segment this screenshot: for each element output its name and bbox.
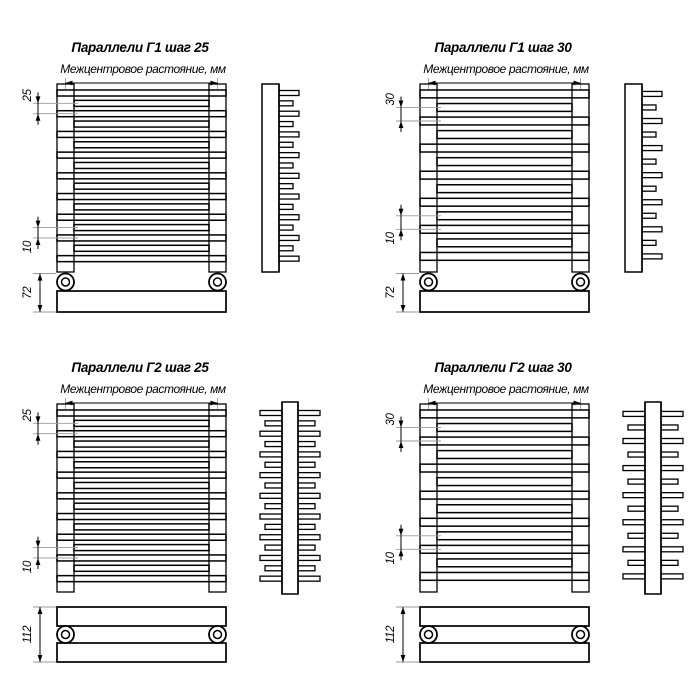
dimension-arrow: [38, 607, 43, 614]
step-dimension-label: 30: [385, 413, 398, 426]
gap-dimension: [385, 525, 441, 565]
gap-dimension-label: 10: [22, 560, 35, 574]
tube-end: [279, 163, 293, 168]
tube-end: [642, 91, 662, 96]
radiator-bar: [437, 212, 572, 220]
tube-end-left: [260, 473, 282, 478]
tube-end-right: [298, 535, 320, 540]
tube-end: [642, 119, 662, 124]
diagram-g2-step25: [0, 320, 345, 678]
collector-tube-bore: [425, 631, 433, 639]
dimension-arrow: [401, 607, 406, 614]
tube-end: [642, 132, 656, 137]
radiator-bar: [74, 121, 209, 127]
side-collector-tube: [625, 84, 642, 272]
depth-dimension: [22, 274, 56, 313]
tube-end-right: [298, 504, 315, 509]
tube-end-right: [661, 547, 683, 552]
radiator-bar: [74, 162, 209, 168]
bar-profile-front: [420, 607, 589, 626]
tube-end: [642, 254, 662, 259]
dimension-arrow: [211, 401, 218, 406]
tube-end-right: [298, 555, 320, 560]
tube-end-right: [298, 576, 320, 581]
radiator-bar: [57, 534, 226, 540]
depth-dimension-label: 72: [385, 286, 398, 299]
tube-end-left: [260, 452, 282, 457]
tube-end-right: [661, 439, 683, 444]
dimension-arrow: [401, 274, 406, 281]
center-distance-label: Межцентровое растояние, мм: [423, 382, 589, 396]
tube-end-right: [298, 431, 320, 436]
tube-end-left: [628, 533, 645, 538]
diagram-group: [385, 398, 683, 662]
dimension-arrow: [399, 529, 404, 536]
tube-end: [279, 246, 293, 251]
radiator-bar: [437, 478, 572, 486]
radiator-bar: [420, 545, 589, 553]
tube-end-right: [298, 421, 315, 426]
radiator-front-view: [57, 84, 226, 272]
tube-end-right: [661, 425, 678, 430]
tube-end-right: [298, 411, 320, 416]
depth-dimension-label: 112: [22, 625, 35, 644]
radiator-side-view: [262, 84, 299, 272]
diagram-group: [385, 78, 662, 312]
radiator-bar: [57, 514, 226, 520]
radiator-bar: [74, 524, 209, 530]
tube-end-left: [623, 411, 645, 416]
radiator-bar: [57, 472, 226, 478]
diagram-group: [22, 78, 299, 312]
tube-end: [642, 146, 662, 151]
tube-end: [279, 91, 299, 96]
tube-end-right: [661, 466, 683, 471]
tube-end-left: [265, 545, 282, 550]
center-distance-dimension: [429, 78, 581, 89]
dimension-arrow: [36, 541, 41, 548]
radiator-bar: [57, 410, 226, 416]
tube-end: [279, 256, 299, 261]
center-distance-label: Межцентровое растояние, мм: [423, 62, 589, 76]
radiator-bar: [437, 505, 572, 513]
tube-end-left: [623, 493, 645, 498]
collector-tube-bore: [425, 278, 433, 286]
radiator-bar: [74, 204, 209, 210]
radiator-bar: [57, 131, 226, 137]
radiator-bar: [437, 239, 572, 247]
center-distance-label: Межцентровое растояние, мм: [60, 382, 226, 396]
diagram-g1-step30: [363, 0, 700, 358]
bar-profile-back: [420, 643, 589, 662]
tube-end-left: [628, 506, 645, 511]
radiator-bar: [57, 555, 226, 561]
radiator-bar: [420, 464, 589, 472]
bar-profile-back: [57, 643, 226, 662]
radiator-bar: [74, 565, 209, 571]
dimension-arrow: [38, 655, 43, 662]
collector-tube-bore: [62, 278, 70, 286]
tube-end: [279, 111, 299, 116]
tube-end: [279, 215, 299, 220]
bar-profile: [57, 291, 226, 312]
tube-end: [279, 194, 299, 199]
tube-end-left: [260, 535, 282, 540]
radiator-front-view: [420, 84, 589, 272]
tube-end-right: [298, 545, 315, 550]
tube-end-left: [628, 479, 645, 484]
radiator-bar: [57, 214, 226, 220]
diagram-title: Параллели Г1 шаг 30: [434, 40, 572, 55]
radiator-bar: [437, 532, 572, 540]
radiator-bar: [57, 152, 226, 158]
tube-end-left: [265, 524, 282, 529]
radiator-bar: [57, 493, 226, 499]
tube-end-left: [628, 560, 645, 565]
tube-end-right: [298, 442, 315, 447]
radiator-bar: [437, 131, 572, 139]
depth-dimension: [22, 607, 56, 662]
radiator-bar: [420, 518, 589, 526]
radiator-drawing-g1-step25: [0, 0, 345, 358]
dimension-arrow: [66, 401, 73, 406]
collector-tube-bore: [214, 278, 222, 286]
tube-end-right: [661, 452, 678, 457]
tube-end-left: [623, 547, 645, 552]
tube-end: [642, 213, 656, 218]
tube-end-right: [661, 493, 683, 498]
tube-end: [642, 227, 662, 232]
tube-end: [279, 153, 299, 158]
tube-end-right: [661, 533, 678, 538]
side-collector-tube: [282, 402, 298, 594]
radiator-bar: [437, 559, 572, 567]
radiator-bar: [437, 104, 572, 112]
diagram-g2-step30: [363, 320, 700, 678]
dimension-arrow: [429, 401, 436, 406]
dimension-arrow: [574, 401, 581, 406]
radiator-bar: [57, 111, 226, 117]
tube-end-left: [265, 442, 282, 447]
tube-end-left: [265, 462, 282, 467]
depth-dimension: [385, 274, 419, 313]
dimension-arrow: [36, 416, 41, 423]
tube-end: [279, 204, 293, 209]
tube-end-right: [661, 506, 678, 511]
radiator-bar: [437, 158, 572, 166]
tube-end: [279, 101, 293, 106]
tube-end: [642, 240, 656, 245]
center-distance-dimension: [429, 398, 581, 409]
radiator-bar: [74, 420, 209, 426]
radiator-bar: [420, 410, 589, 418]
diagram-g1-step25: [0, 0, 345, 358]
dimension-arrow: [399, 121, 404, 128]
step-dimension-label: 25: [22, 89, 35, 102]
step-dimension-label: 25: [22, 409, 35, 422]
radiator-bar: [420, 437, 589, 445]
dimension-arrow: [36, 96, 41, 103]
tube-end: [279, 142, 293, 147]
radiator-bar: [74, 183, 209, 189]
radiator-bar: [74, 225, 209, 231]
diagram-group: [22, 398, 320, 662]
radiator-bar: [420, 198, 589, 206]
dimension-arrow: [38, 274, 43, 281]
diagram-title: Параллели Г2 шаг 25: [71, 360, 209, 375]
bar-profile: [420, 291, 589, 312]
tube-end-right: [298, 473, 320, 478]
radiator-bar: [420, 117, 589, 125]
tube-end-right: [661, 574, 683, 579]
radiator-front-view: [57, 404, 226, 592]
radiator-bar: [74, 441, 209, 447]
gap-dimension: [385, 205, 441, 245]
radiator-bar: [437, 424, 572, 432]
tube-end-right: [298, 462, 315, 467]
tube-end-right: [661, 411, 683, 416]
tube-end-left: [623, 574, 645, 579]
tube-end-right: [298, 524, 315, 529]
tube-end: [642, 200, 662, 205]
tube-end: [279, 235, 299, 240]
tube-end-left: [260, 493, 282, 498]
dimension-arrow: [36, 238, 41, 245]
radiator-side-view: [625, 84, 662, 272]
diagram-title: Параллели Г1 шаг 25: [71, 40, 209, 55]
tube-end: [279, 184, 293, 189]
tube-end-right: [298, 483, 315, 488]
dimension-arrow: [401, 305, 406, 312]
center-distance-dimension: [66, 398, 218, 409]
radiator-bar: [420, 491, 589, 499]
radiator-bar: [74, 545, 209, 551]
radiator-bar: [74, 142, 209, 148]
side-collector-tube: [645, 402, 661, 594]
tube-end-right: [298, 452, 320, 457]
radiator-bar: [420, 144, 589, 152]
tube-end-left: [628, 452, 645, 457]
tube-end-right: [298, 493, 320, 498]
dimension-arrow: [401, 655, 406, 662]
dimension-arrow: [38, 305, 43, 312]
collector-tube-bore: [577, 631, 585, 639]
tube-end-right: [298, 514, 320, 519]
radiator-drawing-g1-step30: [363, 0, 700, 358]
radiator-bar: [437, 451, 572, 459]
dimension-arrow: [211, 81, 218, 86]
radiator-drawing-g2-step25: [0, 320, 345, 678]
tube-end: [279, 173, 299, 178]
radiator-bar: [57, 576, 226, 582]
radiator-bar: [74, 503, 209, 509]
radiator-bar: [57, 256, 226, 262]
tube-end-right: [661, 560, 678, 565]
radiator-top-down-view: [420, 607, 589, 662]
tube-end: [279, 225, 293, 230]
tube-end-left: [628, 425, 645, 430]
radiator-bar: [74, 100, 209, 106]
dimension-arrow: [574, 81, 581, 86]
radiator-bar: [420, 572, 589, 580]
radiator-top-down-view: [57, 274, 226, 313]
radiator-bar: [74, 245, 209, 251]
radiator-bar: [57, 194, 226, 200]
depth-dimension: [385, 607, 419, 662]
tube-end-left: [265, 566, 282, 571]
tube-end: [642, 173, 662, 178]
collector-tube-bore: [577, 278, 585, 286]
collector-tube-bore: [62, 631, 70, 639]
gap-dimension-label: 10: [22, 240, 35, 254]
dimension-arrow: [399, 100, 404, 107]
tube-end: [279, 122, 293, 127]
dimension-arrow: [399, 209, 404, 216]
radiator-bar: [57, 90, 226, 96]
dimension-arrow: [399, 549, 404, 556]
bar-profile-front: [57, 607, 226, 626]
radiator-bar: [57, 235, 226, 241]
tube-end-left: [260, 576, 282, 581]
radiator-bar: [437, 185, 572, 193]
gap-dimension-label: 10: [385, 552, 398, 565]
tube-end: [642, 159, 656, 164]
tube-end-left: [265, 483, 282, 488]
tube-end-left: [265, 421, 282, 426]
step-dimension-label: 30: [385, 93, 398, 106]
side-collector-tube: [262, 84, 279, 272]
dimension-arrow: [429, 81, 436, 86]
radiator-side-view: [623, 402, 683, 594]
tube-end: [279, 132, 299, 137]
tube-end-left: [265, 504, 282, 509]
radiator-bar: [74, 462, 209, 468]
depth-dimension-label: 112: [385, 625, 398, 644]
radiator-bar: [57, 173, 226, 179]
tube-end-right: [661, 479, 678, 484]
tube-end-left: [260, 411, 282, 416]
radiator-bar: [57, 451, 226, 457]
collector-tube-bore: [214, 631, 222, 639]
dimension-arrow: [399, 441, 404, 448]
tube-end-left: [623, 520, 645, 525]
radiator-top-down-view: [57, 607, 226, 662]
tube-end-left: [623, 439, 645, 444]
radiator-bar: [420, 90, 589, 98]
tube-end-left: [260, 431, 282, 436]
dimension-arrow: [66, 81, 73, 86]
dimension-arrow: [399, 420, 404, 427]
tube-end: [642, 105, 656, 110]
radiator-bar: [420, 252, 589, 260]
tube-end-right: [661, 520, 683, 525]
dimension-arrow: [399, 229, 404, 236]
gap-dimension-label: 10: [385, 232, 398, 245]
dimension-arrow: [36, 221, 41, 228]
radiator-bar: [57, 431, 226, 437]
radiator-bar: [420, 225, 589, 233]
radiator-side-view: [260, 402, 320, 594]
dimension-arrow: [36, 114, 41, 121]
center-distance-dimension: [66, 78, 218, 89]
diagram-title: Параллели Г2 шаг 30: [434, 360, 572, 375]
depth-dimension-label: 72: [22, 286, 35, 299]
tube-end-left: [623, 466, 645, 471]
radiator-bar: [74, 482, 209, 488]
radiator-bar: [420, 171, 589, 179]
tube-end: [642, 186, 656, 191]
dimension-arrow: [36, 558, 41, 565]
radiator-drawing-g2-step30: [363, 320, 700, 678]
tube-end-left: [260, 514, 282, 519]
tube-end-left: [260, 555, 282, 560]
radiator-front-view: [420, 404, 589, 592]
dimension-arrow: [36, 434, 41, 441]
center-distance-label: Межцентровое растояние, мм: [60, 62, 226, 76]
tube-end-right: [298, 566, 315, 571]
radiator-top-down-view: [420, 274, 589, 313]
